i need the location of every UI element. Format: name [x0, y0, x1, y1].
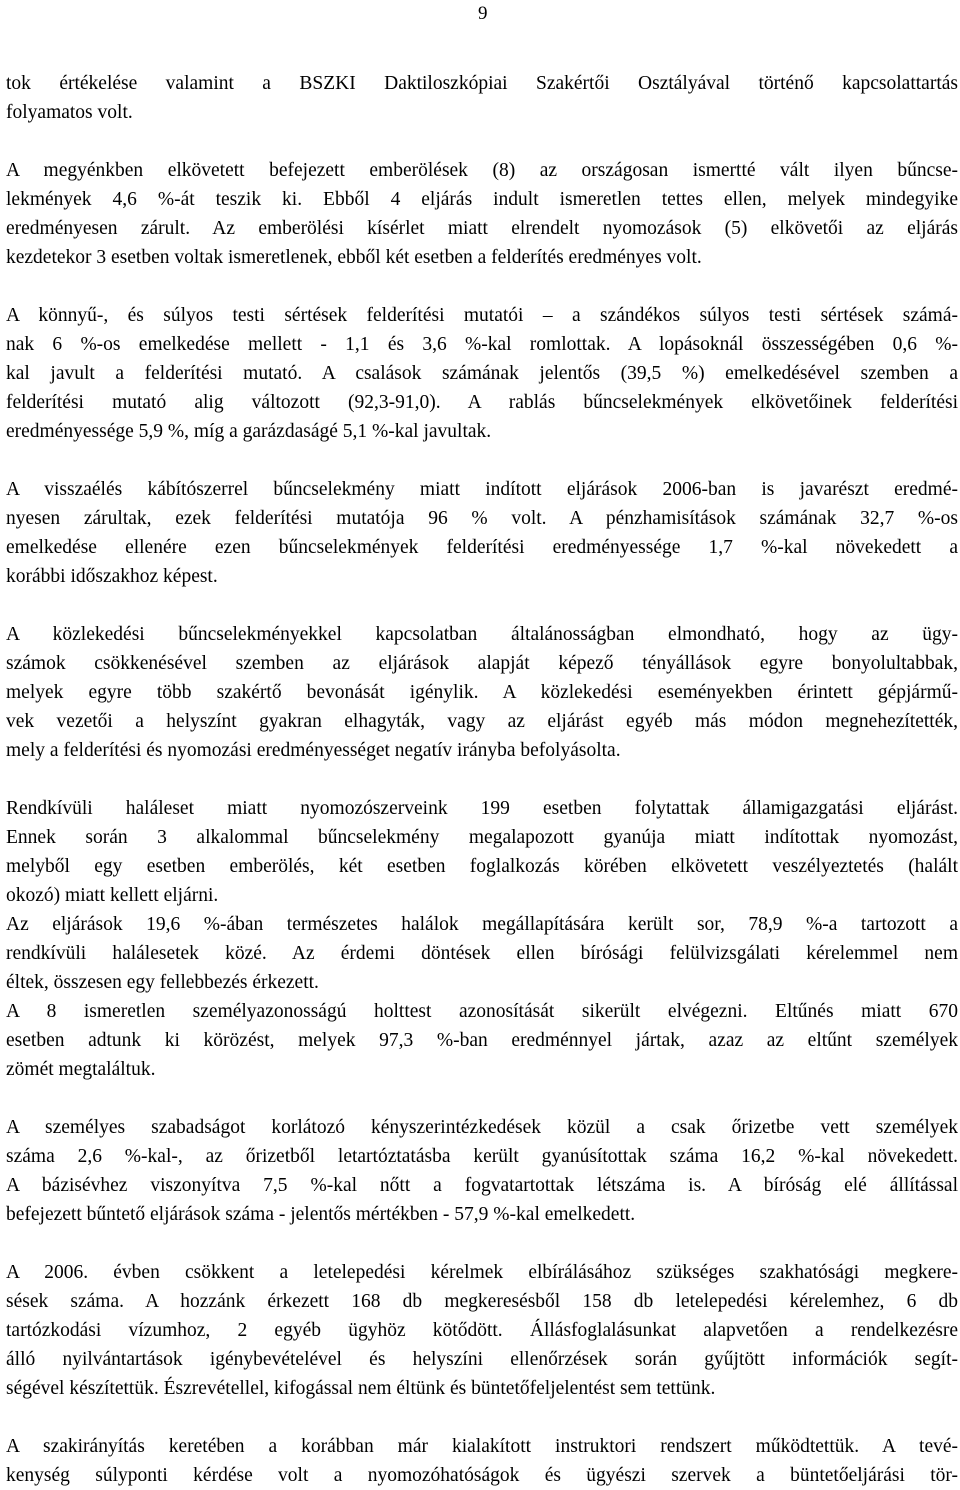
text-line: A visszaélés kábítószerrel bűncselekmény miatt indított eljárások 2006-ban is javarészt eredmé- [6, 479, 958, 500]
paragraph-gap [6, 765, 958, 794]
text-line: mely a felderítési és nyomozási eredményességet negatív irányba befolyásolta. [6, 740, 621, 761]
text-line: A könnyű-, és súlyos testi sértések felderítési mutatói – a szándékos súlyos testi sértések számá- [6, 305, 958, 326]
paragraph-gap [6, 1403, 958, 1432]
text-line: álló nyilvántartások igénybevételével és helyszíni ellenőrzések során gyűjtött információk segít- [6, 1349, 958, 1370]
text-line: sések száma. A hozzánk érkezett 168 db megkeresésből 158 db letelepedési kérelemhez, 6 db [6, 1291, 958, 1312]
text-line: folyamatos volt. [6, 102, 133, 123]
text-line: ségével készítettük. Észrevétellel, kifogással nem éltünk és büntetőfeljelentést sem tettünk. [6, 1378, 716, 1399]
text-line: okozó) miatt kellett eljárni. [6, 885, 219, 906]
text-line: melyből egy esetben emberölés, két esetben foglalkozás körében elkövetett veszélyeztetés (halált [6, 856, 958, 877]
text-line: melyek egyre több szakértő bevonását igénylik. A közlekedési eseményekben érintett gépjármű- [6, 682, 958, 703]
paragraph-gap [6, 272, 958, 301]
text-line: A személyes szabadságot korlátozó kényszerintézkedések közül a csak őrizetbe vett személyek [6, 1117, 958, 1138]
text-line: eredményessége 5,9 %, míg a garázdaságé 5,1 %-kal javultak. [6, 421, 492, 442]
document-page [6, 0, 958, 1486]
text-line: lekmények 4,6 %-át teszik ki. Ebből 4 eljárás indult ismeretlen tettes ellen, melyek mindegyike [6, 189, 958, 210]
text-line: esetben adtunk ki körözést, melyek 97,3 %-ban eredménnyel jártak, azaz az eltűnt személyek [6, 1030, 958, 1051]
text-line: tartózkodási vízumhoz, 2 egyéb ügyhöz kötődött. Állásfoglalásunkat alapvetően a rendelkezésre [6, 1320, 958, 1341]
text-line: nyesen zárultak, ezek felderítési mutatója 96 % volt. A pénzhamisítások számának 32,7 %-os [6, 508, 958, 529]
text-line: száma 2,6 %-kal-, az őrizetből letartóztatásba került gyanúsítottak száma 16,2 %-kal növekedett. [6, 1146, 958, 1167]
paragraph-gap [6, 1229, 958, 1258]
paragraph-gap [6, 591, 958, 620]
text-line: A bázisévhez viszonyítva 7,5 %-kal nőtt a fogvatartottak létszáma is. A bíróság elé állítással [6, 1175, 958, 1196]
paragraph-gap [6, 446, 958, 475]
text-line: A 8 ismeretlen személyazonosságú holttest azonosítását sikerült elvégezni. Eltűnés miatt 670 [6, 1001, 958, 1022]
text-line: zömét megtaláltuk. [6, 1059, 156, 1080]
text-line: A szakirányítás keretében a korábban már kialakított instruktori rendszert működtettük. A tevé- [6, 1436, 958, 1457]
paragraph-gap [6, 1084, 958, 1113]
text-line: tok értékelése valamint a BSZKI Daktiloszkópiai Szakértői Osztályával történő kapcsolattartás [6, 73, 958, 94]
text-line: rendkívüli halálesetek közé. Az érdemi döntések ellen bírósági felülvizsgálati kérelemmel nem [6, 943, 958, 964]
text-line: A 2006. évben csökkent a letelepedési kérelmek elbírálásához szükséges szakhatósági megkere- [6, 1262, 958, 1283]
text-line: kal javult a felderítési mutató. A csalások számának jelentős (39,5 %) emelkedésével szemben a [6, 363, 958, 384]
page-number: 9 [478, 3, 488, 24]
text-line: emelkedése ellenére ezen bűncselekmények felderítési eredményessége 1,7 %-kal növekedett a [6, 537, 958, 558]
text-line: A közlekedési bűncselekményekkel kapcsolatban általánosságban elmondható, hogy az ügy- [6, 624, 958, 645]
text-line: kezdetekor 3 esetben voltak ismeretlenek, ebből két esetben a felderítés eredményes volt. [6, 247, 702, 268]
document-body [6, 69, 958, 1490]
text-line: éltek, összesen egy fellebbezés érkezett. [6, 972, 319, 993]
text-line: vek vezetői a helyszínt gyakran elhagyták, vagy az eljárást egyéb más módon megnehezítették, [6, 711, 958, 732]
text-line: felderítési mutató alig változott (92,3-91,0). A rablás bűncselekmények elkövetőinek felderítési [6, 392, 958, 413]
text-line: számok csökkenésével szemben az eljárások alapját képező tényállások egyre bonyolultabbak, [6, 653, 958, 674]
text-line: Ennek során 3 alkalommal bűncselekmény megalapozott gyanúja miatt indítottak nyomozást, [6, 827, 958, 848]
text-line: Rendkívüli haláleset miatt nyomozószerveink 199 esetben folytattak államigazgatási eljárást. [6, 798, 958, 819]
text-line: befejezett bűntető eljárások száma - jelentős mértékben - 57,9 %-kal emelkedett. [6, 1204, 636, 1225]
text-line: eredményesen zárult. Az emberölési kísérlet miatt elrendelt nyomozások (5) elkövetői az eljárás [6, 218, 958, 239]
text-line: A megyénkben elkövetett befejezett emberölések (8) az országosan ismertté vált ilyen bűncse- [6, 160, 958, 181]
text-line: nak 6 %-os emelkedése mellett - 1,1 és 3,6 %-kal romlottak. A lopásoknál összességében 0,6 %- [6, 334, 958, 355]
text-line: kenység súlyponti kérdése volt a nyomozóhatóságok és ügyészi szervek a büntetőeljárási tör- [6, 1465, 958, 1486]
text-line: Az eljárások 19,6 %-ában természetes halálok megállapítására került sor, 78,9 %-a tartozott a [6, 914, 958, 935]
paragraph-gap [6, 127, 958, 156]
text-line: korábbi időszakhoz képest. [6, 566, 218, 587]
